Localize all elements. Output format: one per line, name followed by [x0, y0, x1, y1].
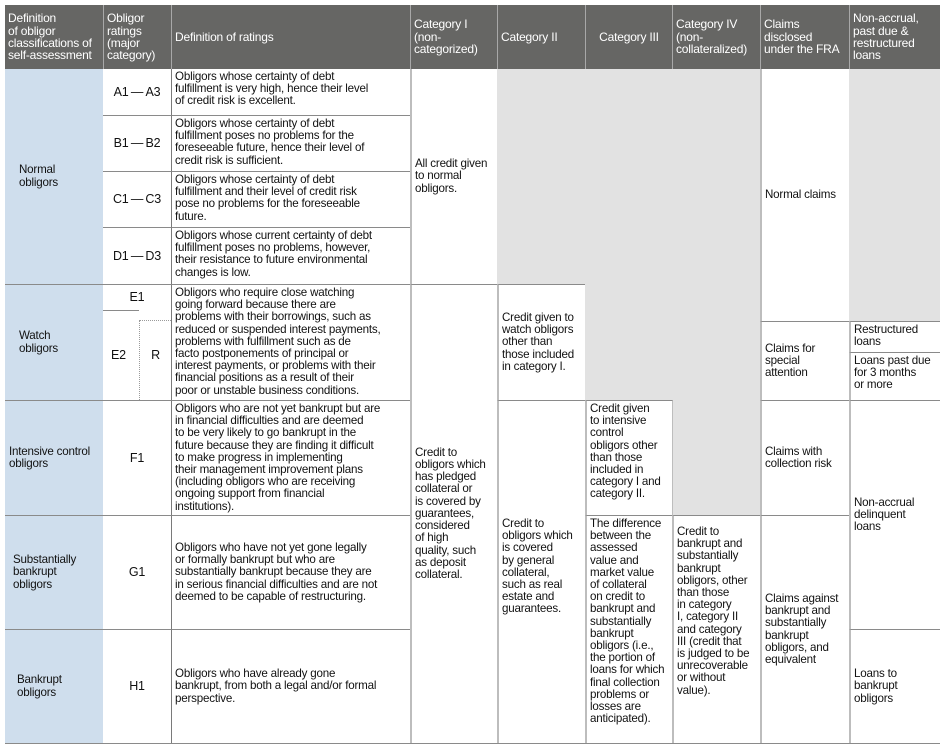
rating-definition-f: Obligors who are not yet bankrupt but are in financial difficulties and are deemed to be very likely to go bankrupt in the future because they are finding it difficult to make progress in implementing their management improvement plans (including obligors who are receiving ongoing support from financial institutions).	[171, 400, 410, 515]
header-category-2: Category II	[497, 5, 585, 69]
rating-definition-d: Obligors whose current certainty of debt fulfillment poses no problems, however, their resistance to future environmental changes is low.	[171, 227, 410, 284]
dotted-divider-horizontal	[139, 320, 171, 321]
rating-code-b: B1 — B2	[103, 115, 171, 171]
category4-bankrupt: Credit to bankrupt and substantially bankrupt obligors, other than those in category I, category II and category III (credit that is judged to be unrecoverable or without value).	[672, 515, 760, 743]
non-accrual-past-due: Loans past due for 3 months or more	[849, 352, 940, 400]
rating-code-e2: E2	[103, 310, 139, 400]
rating-code-a: A1 — A3	[103, 69, 171, 115]
category1-other: Credit to obligors which has pledged collateral or is covered by guarantees, considered of high quality, such as deposit collateral.	[410, 284, 497, 743]
empty-region-cat4-intensive	[672, 400, 760, 515]
rating-code-g1: G1	[103, 515, 171, 629]
rating-code-h1: H1	[103, 629, 171, 743]
classification-bankrupt: Bankrupt obligors	[5, 629, 103, 743]
non-accrual-restructured: Restructured loans	[849, 321, 940, 352]
empty-region-cat3-4-watch	[585, 284, 760, 400]
rating-definition-c: Obligors whose certainty of debt fulfillment and their level of credit risk pose no problems for the foreseeable future.	[171, 171, 410, 227]
rating-code-e1: E1	[103, 284, 171, 310]
category1-normal: All credit given to normal obligors.	[410, 69, 497, 284]
claims-collection-risk: Claims with collection risk	[760, 400, 849, 515]
rating-definition-g: Obligors who have not yet gone legally or formally bankrupt but who are substantially bankrupt because they are in serious financial difficulties and are not deemed to be capable of restructuring.	[171, 515, 410, 629]
claims-bankrupt: Claims against bankrupt and substantially bankrupt obligors, and equivalent	[760, 515, 849, 743]
classification-normal: Normal obligors	[5, 69, 103, 284]
header-definition-ratings: Definition of ratings	[171, 5, 410, 69]
non-accrual-delinquent: Non-accrual delinquent loans	[849, 400, 940, 629]
category2-watch: Credit given to watch obligors other than those included in category I.	[497, 284, 585, 400]
claims-special-attention: Claims for special attention	[760, 321, 849, 400]
claims-normal: Normal claims	[760, 69, 849, 321]
header-category-1: Category I (non- categorized)	[410, 5, 497, 69]
non-accrual-bankrupt-loans: Loans to bankrupt obligors	[849, 629, 940, 743]
header-category-3: Category III	[585, 5, 672, 69]
rating-definition-b: Obligors whose certainty of debt fulfillment poses no problems for the foreseeable future, hence their level of credit risk is sufficient.	[171, 115, 410, 171]
classification-substantially-bankrupt: Substantially bankrupt obligors	[5, 515, 103, 629]
rating-code-d: D1 — D3	[103, 227, 171, 284]
rating-code-f1: F1	[103, 400, 171, 515]
header-definition-obligor: Definition of obligor classifications of self-assessment	[5, 5, 103, 69]
header-non-accrual: Non-accrual, past due & restructured loans	[849, 5, 940, 69]
dotted-divider-vertical	[139, 320, 140, 400]
rating-definition-e: Obligors who require close watching going forward because there are problems with their borrowings, such as reduced or suspended interest payments, problems with fulfillment such as de facto postponements of principal or interest payments, or problems with their financial positions as a result of their poor or unstable business conditions.	[171, 284, 410, 400]
category3-bankrupt: The difference between the assessed value and market value of collateral on credit to bankrupt and substantially bankrupt obligors (i.e., the portion of loans for which final collection problems or losses are anticipated).	[585, 515, 672, 743]
rating-definition-h: Obligors who have already gone bankrupt, from both a legal and/or formal perspective.	[171, 629, 410, 743]
header-category-4: Category IV (non- collateralized)	[672, 5, 760, 69]
classification-watch: Watch obligors	[5, 284, 103, 400]
empty-region-cat2-4-normal	[497, 69, 760, 284]
header-claims-fra: Claims disclosed under the FRA	[760, 5, 849, 69]
empty-region-nonaccrual-normal	[849, 69, 940, 321]
classification-intensive-control: Intensive control obligors	[5, 400, 103, 515]
rating-definition-a: Obligors whose certainty of debt fulfillment is very high, hence their level of credit risk is excellent.	[171, 69, 410, 115]
category2-other: Credit to obligors which is covered by general collateral, such as real estate and guarantees.	[497, 400, 585, 743]
category3-intensive: Credit given to intensive control obligors other than those included in category I and category II.	[585, 400, 673, 515]
rating-code-c: C1 — C3	[103, 171, 171, 227]
header-obligor-ratings: Obligor ratings (major category)	[103, 5, 171, 69]
table-bottom-border	[5, 743, 940, 744]
rating-code-r: R	[140, 311, 171, 400]
